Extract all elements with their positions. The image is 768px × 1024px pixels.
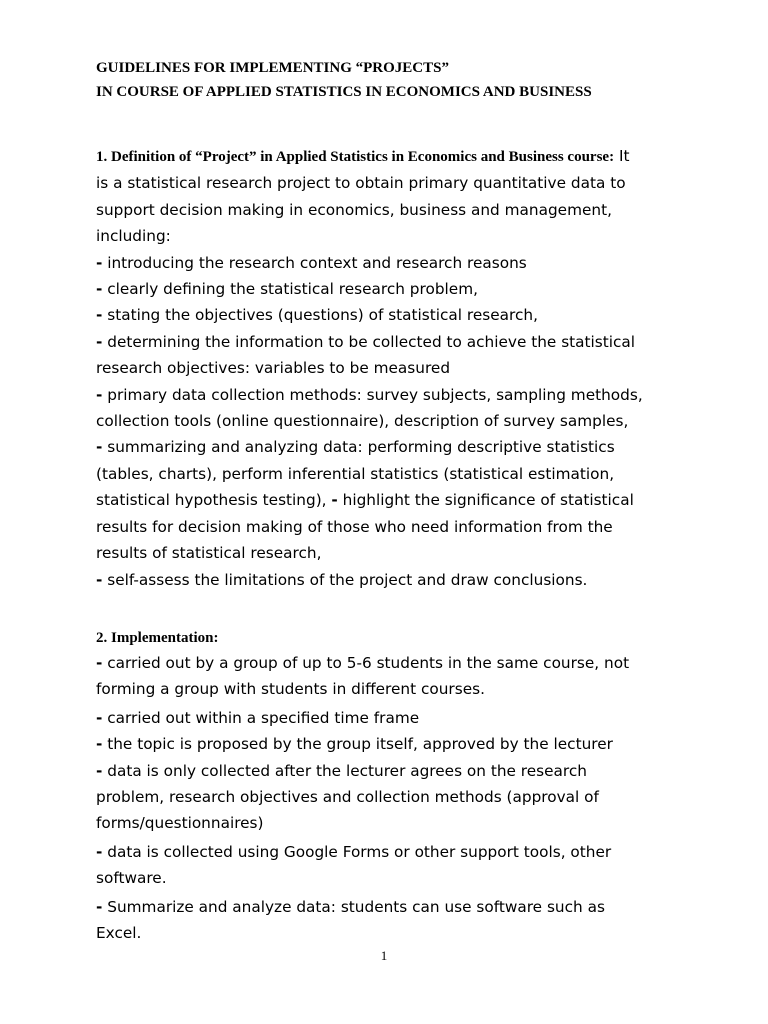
bullet-dash: - [96,708,103,727]
list-item-text: introducing the research context and research reasons [107,253,527,272]
list-item [96,250,643,276]
list-item [96,329,643,382]
list-item-text: self-assess the limitations of the project and draw conclusions. [107,570,588,589]
list-item-text: forms/questionnaires) [96,814,264,833]
document-page [96,56,716,943]
list-item-text: summarizing and analyzing data: performing descriptive statistics [107,438,615,457]
list-item [96,567,643,593]
bullet-dash: - [96,735,103,754]
list-item-text: research objectives: variables to be measured [96,359,451,378]
list-item-text: results for decision making of those who need information from the [96,517,613,536]
list-item [96,650,629,703]
section-1-line: support decision making in economics, business and management, [96,200,612,219]
bullet-dash: - [96,253,103,272]
list-item-text: software. [96,869,167,888]
list-item-text: (tables, charts), perform inferential statistics (statistical estimation, [96,464,615,483]
list-item-text: the topic is proposed by the group itself, approved by the lecturer [107,735,613,754]
bullet-dash: - [96,280,103,299]
list-item [96,705,629,731]
list-item-text: stating the objectives (questions) of statistical research, [107,306,538,325]
list-item-text: collection tools (online questionnaire), description of survey samples, [96,412,629,431]
list-item-text: carried out by a group of up to 5-6 students in the same course, not [107,654,630,672]
list-item-text: data is only collected after the lecturer agrees on the research [107,761,587,780]
list-item-text: highlight the significance of statistical [342,491,634,510]
list-item-text: statistical hypothesis testing), [96,491,332,510]
list-item-text: primary data collection methods: survey subjects, sampling methods, [107,385,643,404]
section-definition [96,143,643,593]
bullet-dash: - [96,654,103,672]
section-1-line: including: [96,227,171,246]
list-item [96,434,643,566]
list-item [96,302,643,328]
list-item [96,758,629,837]
title-line-2: IN COURSE OF APPLIED STATISTICS IN ECONOMICS AND BUSINESS [96,84,592,100]
list-item [96,276,643,302]
bullet-dash: - [96,570,103,589]
list-item-text: data is collected using Google Forms or other support tools, other [107,842,612,861]
list-item-text: forming a group with students in different courses. [96,680,485,699]
bullet-dash: - [96,842,103,861]
title-line-1: GUIDELINES FOR IMPLEMENTING “PROJECTS” [96,60,449,76]
section-1-line: is a statistical research project to obtain primary quantitative data to [96,174,626,193]
list-item-text: results of statistical research, [96,544,322,563]
bullet-dash: - [96,761,103,780]
list-item [96,839,629,892]
list-item-text: problem, research objectives and collection methods (approval of [96,788,599,807]
bullet-dash: - [96,438,103,457]
list-item-text: Excel. [96,924,142,943]
bullet-dash: - [331,491,338,510]
page-number: 1 [380,948,388,963]
section-1-first-words: It [614,147,630,165]
section-implementation [96,626,629,946]
list-item-text: clearly defining the statistical research problem, [107,280,478,299]
list-item [96,731,629,757]
document-title [96,56,716,104]
bullet-dash: - [96,306,103,325]
list-item-text: determining the information to be collected to achieve the statistical [107,332,636,351]
bullet-dash: - [96,385,103,404]
list-item [96,894,629,947]
list-item-text: Summarize and analyze data: students can use software such as [107,897,605,916]
list-item-text: carried out within a specified time frame [107,708,420,727]
bullet-dash: - [96,897,103,916]
section-1-first-line [96,143,643,170]
section-2-heading: 2. Implementation: [96,630,219,646]
section-1-heading: 1. Definition of “Project” in Applied Statistics in Economics and Business course: [96,149,615,165]
list-item [96,382,643,435]
bullet-dash: - [96,332,103,351]
